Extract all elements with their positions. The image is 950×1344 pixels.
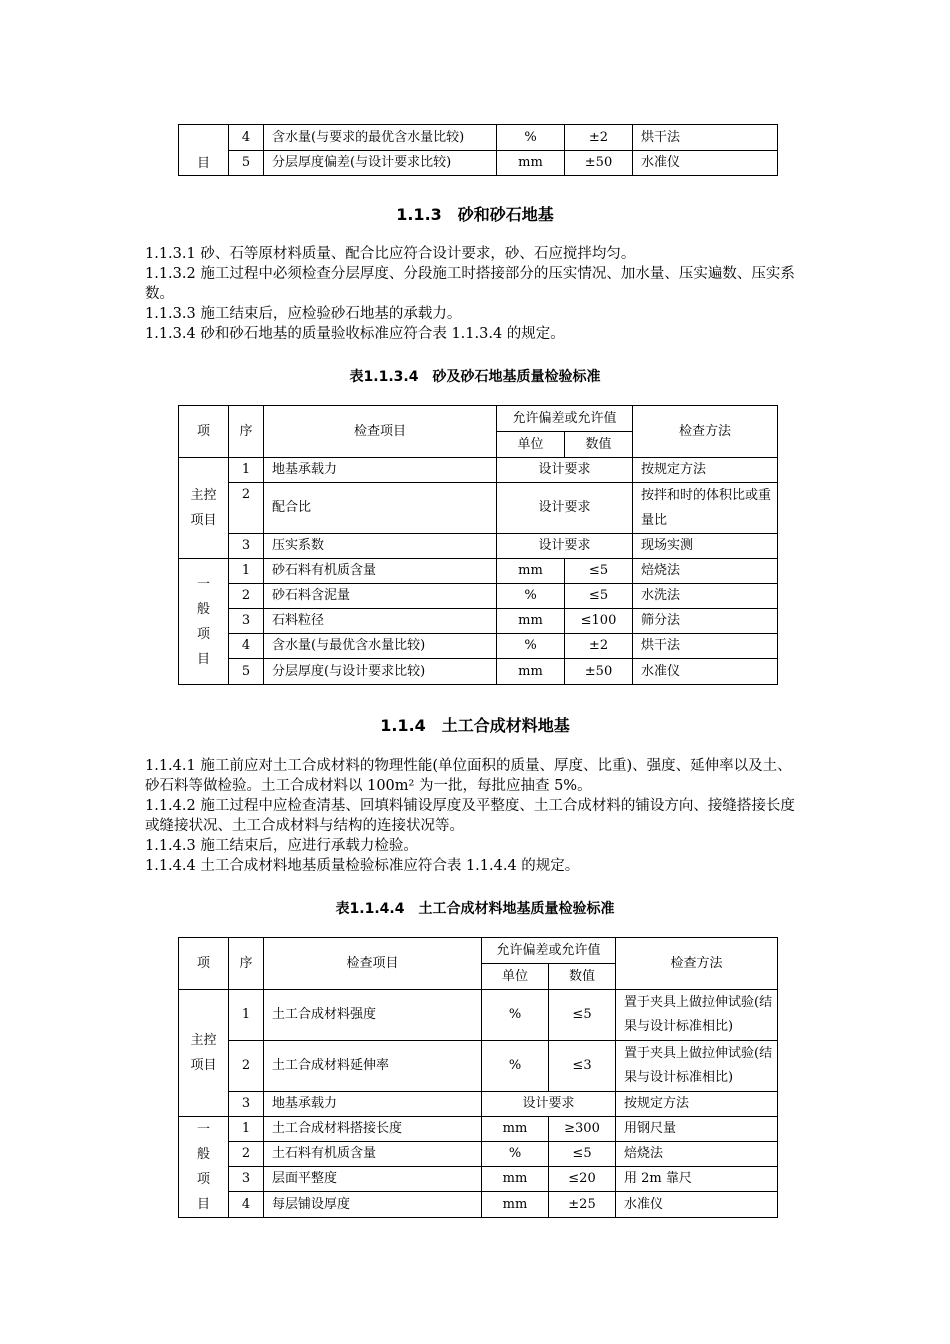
table-header-row: [179, 938, 778, 964]
row-number: 1: [229, 990, 264, 1041]
table-1144: [178, 937, 778, 1218]
method-cell: 焙烧法: [633, 559, 778, 584]
paragraph: 1.1.4.1 施工前应对土工合成材料的物理性能(单位面积的质量、厚度、比重)、强度、延伸率以及土、砂石料等做检验。土工合成材料以 100m² 为一批，每批应抽查 5%。: [145, 758, 792, 794]
check-item: 分层厚度偏差(与设计要求比较): [264, 151, 497, 176]
check-item: 砂石料有机质含量: [264, 559, 497, 584]
value-cell: ±50: [565, 659, 633, 685]
header-unit: 单位: [482, 964, 549, 990]
table-row: [179, 584, 778, 609]
paragraph: 1.1.3.3 施工结束后，应检验砂石地基的承载力。: [145, 306, 462, 322]
table-row: [179, 559, 778, 584]
paragraph: 1.1.3.1 砂、石等原材料质量、配合比应符合设计要求，砂、石应搅拌均匀。: [145, 246, 636, 262]
method-cell: 烘干法: [633, 125, 778, 151]
table-row: [179, 1192, 778, 1218]
table-row: [179, 659, 778, 685]
check-item: 含水量(与要求的最优含水量比较): [264, 125, 497, 151]
unit-cell: mm: [497, 151, 565, 176]
row-number: 4: [229, 1192, 264, 1218]
check-item: 压实系数: [264, 534, 497, 559]
method-cell: 置于夹具上做拉伸试验(结果与设计标准相比): [616, 1041, 778, 1092]
unit-cell: %: [482, 1041, 549, 1092]
value-cell: ±2: [565, 634, 633, 659]
row-number: 2: [229, 1142, 264, 1167]
value-cell: ≤5: [565, 559, 633, 584]
check-item: 含水量(与最优含水量比较): [264, 634, 497, 659]
table-1134: [178, 405, 778, 685]
value-cell: ≤20: [549, 1167, 616, 1192]
table-row: [179, 1041, 778, 1092]
row-number: 2: [229, 483, 264, 534]
check-item: 地基承载力: [264, 458, 497, 483]
value-cell: ≤100: [565, 609, 633, 634]
group-main: 主控项目: [179, 990, 229, 1117]
header-unit: 单位: [497, 432, 565, 458]
table-row: [179, 483, 778, 534]
table-row: [179, 1142, 778, 1167]
merged-value: 设计要求: [482, 1092, 616, 1117]
unit-cell: %: [482, 990, 549, 1041]
table-row: [179, 125, 778, 151]
method-cell: 置于夹具上做拉伸试验(结果与设计标准相比): [616, 990, 778, 1041]
table-caption-1144: 表1.1.4.4 土工合成材料地基质量检验标准: [335, 901, 615, 917]
table-row: [179, 634, 778, 659]
header-method: 检查方法: [616, 938, 778, 990]
table-row: [179, 1092, 778, 1117]
method-cell: 水准仪: [616, 1192, 778, 1218]
unit-cell: mm: [482, 1192, 549, 1218]
unit-cell: mm: [497, 659, 565, 685]
row-number: 1: [229, 458, 264, 483]
header-no: 序: [229, 938, 264, 990]
check-item: 地基承载力: [264, 1092, 482, 1117]
unit-cell: %: [497, 584, 565, 609]
merged-value: 设计要求: [497, 483, 633, 534]
header-tolerance: 允许偏差或允许值: [497, 406, 633, 432]
table-row: [179, 151, 778, 176]
table-row: [179, 609, 778, 634]
group-main: 主控项目: [179, 458, 229, 559]
row-number: 4: [229, 125, 264, 151]
row-number: 5: [229, 151, 264, 176]
method-cell: 水准仪: [633, 151, 778, 176]
unit-cell: mm: [482, 1117, 549, 1142]
value-cell: ±25: [549, 1192, 616, 1218]
unit-cell: mm: [482, 1167, 549, 1192]
method-cell: 烘干法: [633, 634, 778, 659]
header-method: 检查方法: [633, 406, 778, 458]
method-cell: 焙烧法: [616, 1142, 778, 1167]
value-cell: ≥300: [549, 1117, 616, 1142]
check-item: 每层铺设厚度: [264, 1192, 482, 1218]
table-row: [179, 990, 778, 1041]
row-number: 1: [229, 1117, 264, 1142]
check-item: 砂石料含泥量: [264, 584, 497, 609]
header-item: 检查项目: [264, 938, 482, 990]
value-cell: ±50: [565, 151, 633, 176]
header-tolerance: 允许偏差或允许值: [482, 938, 616, 964]
paragraph: 1.1.4.4 土工合成材料地基质量检验标准应符合表 1.1.4.4 的规定。: [145, 858, 580, 874]
method-cell: 水洗法: [633, 584, 778, 609]
section-heading-113: 1.1.3 砂和砂石地基: [396, 205, 554, 224]
unit-cell: %: [482, 1142, 549, 1167]
header-value: 数值: [549, 964, 616, 990]
value-cell: ≤3: [549, 1041, 616, 1092]
group-cell: 目: [179, 125, 229, 176]
check-item: 土石料有机质含量: [264, 1142, 482, 1167]
row-number: 5: [229, 659, 264, 685]
check-item: 石料粒径: [264, 609, 497, 634]
unit-cell: mm: [497, 559, 565, 584]
method-cell: 用 2m 靠尺: [616, 1167, 778, 1192]
row-number: 1: [229, 559, 264, 584]
row-number: 2: [229, 584, 264, 609]
section-114-body: [145, 756, 805, 876]
method-cell: 按规定方法: [616, 1092, 778, 1117]
value-cell: ≤5: [549, 1142, 616, 1167]
table-row: [179, 458, 778, 483]
method-cell: 按规定方法: [633, 458, 778, 483]
method-cell: 用钢尺量: [616, 1117, 778, 1142]
value-cell: ±2: [565, 125, 633, 151]
check-item: 层面平整度: [264, 1167, 482, 1192]
section-113-body: [145, 244, 805, 344]
check-item: 土工合成材料延伸率: [264, 1041, 482, 1092]
check-item: 土工合成材料强度: [264, 990, 482, 1041]
method-cell: 水准仪: [633, 659, 778, 685]
table-header-row: [179, 406, 778, 432]
paragraph: 1.1.3.4 砂和砂石地基的质量验收标准应符合表 1.1.3.4 的规定。: [145, 326, 565, 342]
row-number: 3: [229, 609, 264, 634]
group-general: 一 般 项 目: [179, 1117, 229, 1218]
row-number: 3: [229, 534, 264, 559]
group-general: 一 般 项 目: [179, 559, 229, 685]
paragraph: 1.1.4.2 施工过程中应检查清基、回填料铺设厚度及平整度、土工合成材料的铺设方向、接缝搭接长度或缝接状况、土工合成材料与结构的连接状况等。: [145, 798, 795, 834]
method-cell: 现场实测: [633, 534, 778, 559]
continued-table: [178, 124, 778, 176]
header-item: 检查项目: [264, 406, 497, 458]
unit-cell: %: [497, 634, 565, 659]
row-number: 4: [229, 634, 264, 659]
unit-cell: mm: [497, 609, 565, 634]
table-row: [179, 534, 778, 559]
check-item: 土工合成材料搭接长度: [264, 1117, 482, 1142]
value-cell: ≤5: [549, 990, 616, 1041]
table-row: [179, 1117, 778, 1142]
merged-value: 设计要求: [497, 458, 633, 483]
row-number: 3: [229, 1092, 264, 1117]
unit-cell: %: [497, 125, 565, 151]
header-group: 项: [179, 406, 229, 458]
merged-value: 设计要求: [497, 534, 633, 559]
section-heading-114: 1.1.4 土工合成材料地基: [380, 716, 570, 735]
check-item: 分层厚度(与设计要求比较): [264, 659, 497, 685]
table-row: [179, 1167, 778, 1192]
header-no: 序: [229, 406, 264, 458]
header-value: 数值: [565, 432, 633, 458]
header-group: 项: [179, 938, 229, 990]
paragraph: 1.1.4.3 施工结束后，应进行承载力检验。: [145, 838, 418, 854]
method-cell: 筛分法: [633, 609, 778, 634]
value-cell: ≤5: [565, 584, 633, 609]
row-number: 2: [229, 1041, 264, 1092]
check-item: 配合比: [264, 483, 497, 534]
table-caption-1134: 表1.1.3.4 砂及砂石地基质量检验标准: [349, 369, 601, 385]
paragraph: 1.1.3.2 施工过程中必须检查分层厚度、分段施工时搭接部分的压实情况、加水量、压实遍数、压实系数。: [145, 266, 795, 302]
method-cell: 按拌和时的体积比或重量比: [633, 483, 778, 534]
row-number: 3: [229, 1167, 264, 1192]
